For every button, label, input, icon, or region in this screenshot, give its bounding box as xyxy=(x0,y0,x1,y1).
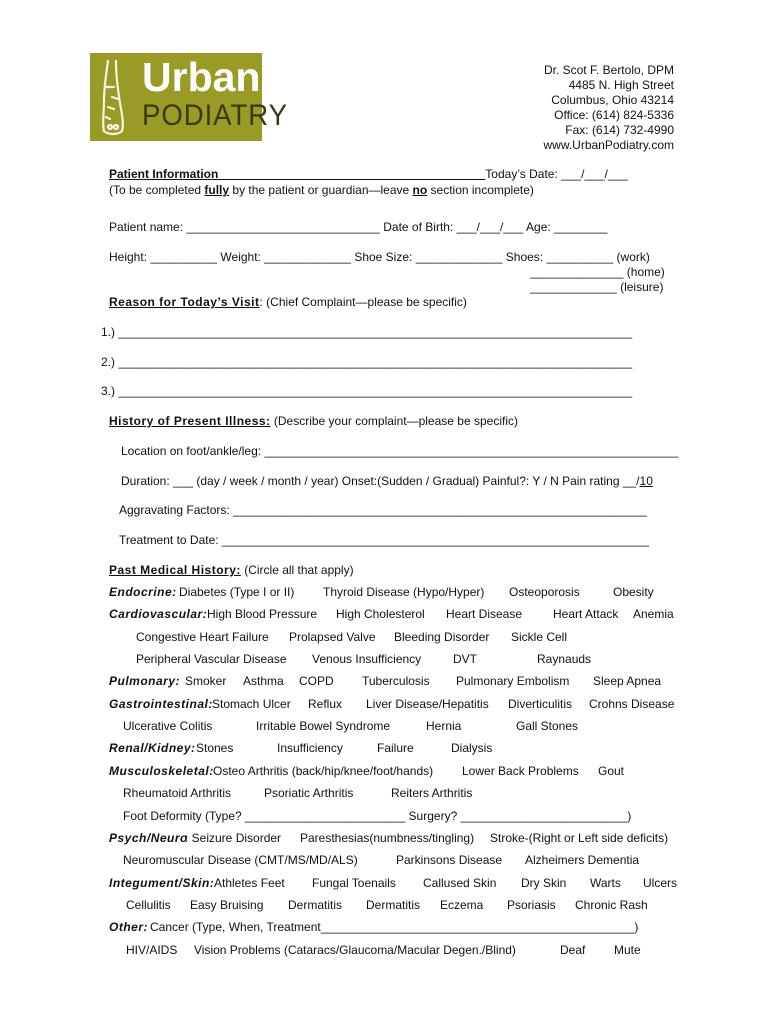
pmh-condition-option[interactable]: Deaf xyxy=(560,943,586,957)
pmh-condition-option[interactable]: Venous Insufficiency xyxy=(312,652,422,666)
pmh-category-label: Psych/Neuro xyxy=(109,831,188,845)
pmh-condition-option[interactable]: Peripheral Vascular Disease xyxy=(136,652,287,666)
pmh-condition-option[interactable]: Parkinsons Disease xyxy=(396,853,503,867)
duration-text: Duration: ___ (day / week / month / year) Onset:(Sudden / Gradual) Painful?: Y / N Pain rating __/ xyxy=(121,474,640,488)
note-text: (To be completed xyxy=(109,183,205,197)
pmh-category-label: Other: xyxy=(109,920,148,934)
city-state-zip: Columbus, Ohio 43214 xyxy=(551,93,674,107)
pain-scale-max: 10 xyxy=(639,474,653,488)
pmh-condition-option[interactable]: Osteoporosis xyxy=(509,585,580,599)
logo-text-urban: Urban xyxy=(142,54,261,100)
shoes-leisure-field[interactable]: _____________ (leisure) xyxy=(530,280,664,294)
note-text-mid: by the patient or guardian—leave xyxy=(229,183,413,197)
doctor-name: Dr. Scot F. Bertolo, DPM xyxy=(543,63,674,77)
duration-onset-pain-field[interactable] xyxy=(121,474,653,489)
pmh-condition-option[interactable]: Sleep Apnea xyxy=(593,674,662,688)
height-weight-shoe-field[interactable]: Height: __________ Weight: _____________ Shoe Size: _____________ Shoes: __________ (work) xyxy=(109,250,650,264)
pmh-condition-option[interactable]: Hernia xyxy=(426,719,462,733)
pmh-condition-option[interactable]: Sickle Cell xyxy=(511,630,568,644)
pmh-condition-option[interactable]: Raynauds xyxy=(537,652,592,666)
practice-address xyxy=(544,63,675,153)
pmh-condition-option[interactable]: Heart Attack xyxy=(553,607,619,621)
street-address: 4485 N. High Street xyxy=(568,78,674,92)
complaint-line-3[interactable]: 3.) _____________________________________________________________________________ xyxy=(101,384,633,398)
pmh-condition-option[interactable]: Easy Bruising xyxy=(190,898,264,912)
pmh-condition-option[interactable]: Warts xyxy=(590,876,621,890)
pmh-condition-option[interactable]: Psoriasis xyxy=(507,898,556,912)
pmh-condition-option[interactable]: Athletes Feet xyxy=(214,876,285,890)
pmh-condition-option[interactable]: Dermatitis xyxy=(288,898,343,912)
pmh-condition-option[interactable]: COPD xyxy=(299,674,334,688)
pmh-condition-option[interactable]: Paresthesias(numbness/tingling) xyxy=(300,831,475,845)
pmh-condition-option[interactable]: Mute xyxy=(614,943,641,957)
pmh-condition-option[interactable]: Heart Disease xyxy=(446,607,523,621)
complaint-line-2[interactable]: 2.) _____________________________________________________________________________ xyxy=(101,355,633,369)
note-text-end: section incomplete) xyxy=(427,183,534,197)
pmh-condition-option[interactable]: Reiters Arthritis xyxy=(391,786,473,800)
pmh-condition-option[interactable]: Prolapsed Valve xyxy=(289,630,376,644)
pmh-condition-option[interactable]: Psoriatic Arthritis xyxy=(264,786,354,800)
pmh-heading: Past Medical History: xyxy=(109,563,241,577)
pmh-condition-option[interactable]: Dialysis xyxy=(451,741,493,755)
pmh-condition-option[interactable]: Osteo Arthritis (back/hip/knee/foot/hands) xyxy=(213,764,434,778)
patient-info-heading-line: ________________________________________ xyxy=(218,167,486,181)
pmh-condition-option[interactable]: Dermatitis xyxy=(366,898,421,912)
pmh-condition-option[interactable]: Alzheimers Dementia xyxy=(525,853,640,867)
pmh-condition-option[interactable]: Diabetes (Type I or II) xyxy=(179,585,295,599)
pmh-instructions: (Circle all that apply) xyxy=(240,563,354,577)
complaint-line-1[interactable]: 1.) _____________________________________________________________________________ xyxy=(101,325,633,339)
note-emphasis-fully: fully xyxy=(204,183,230,197)
pmh-category-label: Gastrointestinal: xyxy=(109,697,213,711)
foot-skeleton-icon xyxy=(92,57,136,137)
urban-podiatry-logo xyxy=(90,53,288,141)
pmh-condition-option[interactable]: Callused Skin xyxy=(423,876,497,890)
pmh-condition-option[interactable]: Bleeding Disorder xyxy=(394,630,490,644)
completion-note xyxy=(109,183,534,198)
pmh-condition-option[interactable]: Gout xyxy=(598,764,625,778)
note-emphasis-no: no xyxy=(412,183,428,197)
pmh-condition-option[interactable]: Crohns Disease xyxy=(589,697,675,711)
pmh-condition-option[interactable]: HIV/AIDS xyxy=(126,943,178,957)
pmh-condition-option[interactable]: Smoker xyxy=(185,674,227,688)
pmh-condition-option[interactable]: Fungal Toenails xyxy=(312,876,396,890)
pmh-condition-option[interactable]: Ulcers xyxy=(643,876,678,890)
pmh-category-label: Renal/Kidney: xyxy=(109,741,196,755)
pmh-condition-option[interactable]: Failure xyxy=(377,741,414,755)
pmh-condition-option[interactable]: Tuberculosis xyxy=(362,674,430,688)
pmh-condition-option[interactable]: : Seizure Disorder xyxy=(185,831,282,845)
pmh-condition-option[interactable]: Congestive Heart Failure xyxy=(136,630,269,644)
pmh-condition-option[interactable]: High Blood Pressure xyxy=(207,607,318,621)
pmh-condition-option[interactable]: Anemia xyxy=(633,607,674,621)
pmh-category-label: Endocrine: xyxy=(109,585,177,599)
pmh-header xyxy=(109,563,354,578)
pmh-condition-option[interactable]: Rheumatoid Arthritis xyxy=(123,786,232,800)
patient-info-header xyxy=(109,167,628,182)
pmh-condition-option[interactable]: Liver Disease/Hepatitis xyxy=(366,697,489,711)
aggravating-factors-field[interactable]: Aggravating Factors: ______________________________________________________________ xyxy=(119,503,647,517)
pmh-condition-option[interactable]: Thyroid Disease (Hypo/Hyper) xyxy=(323,585,485,599)
pmh-condition-option[interactable]: Irritable Bowel Syndrome xyxy=(256,719,391,733)
pmh-condition-option[interactable]: Neuromuscular Disease (CMT/MS/MD/ALS) xyxy=(123,853,358,867)
reason-heading: Reason for Today’s Visit xyxy=(109,295,260,309)
pmh-condition-option[interactable]: DVT xyxy=(453,652,477,666)
logo-text-podiatry: PODIATRY xyxy=(142,99,288,132)
location-field[interactable]: Location on foot/ankle/leg: ______________________________________________________________ xyxy=(121,444,679,458)
pmh-condition-option[interactable]: Diverticulitis xyxy=(508,697,573,711)
pmh-condition-option[interactable]: Pulmonary Embolism xyxy=(456,674,570,688)
pmh-condition-option[interactable]: Asthma xyxy=(243,674,284,688)
pmh-condition-option[interactable]: Stones xyxy=(196,741,234,755)
pmh-condition-option[interactable]: Chronic Rash xyxy=(575,898,648,912)
pmh-condition-option[interactable]: Eczema xyxy=(440,898,484,912)
pmh-condition-option[interactable]: Gall Stones xyxy=(516,719,579,733)
reason-instructions: : (Chief Complaint—please be specific) xyxy=(259,295,467,309)
pmh-condition-option[interactable]: High Cholesterol xyxy=(336,607,425,621)
hpi-header xyxy=(109,414,518,429)
hpi-heading: History of Present Illness: xyxy=(109,414,271,428)
pmh-condition-option[interactable]: Ulcerative Colitis xyxy=(123,719,213,733)
office-phone: Office: (614) 824-5336 xyxy=(554,108,674,122)
pmh-category-label: Musculoskeletal: xyxy=(109,764,214,778)
patient-name-dob-age-field[interactable]: Patient name: _____________________________ Date of Birth: ___/___/___ Age: ________ xyxy=(109,220,608,234)
shoes-home-field[interactable]: ______________ (home) xyxy=(530,265,665,279)
pmh-condition-option[interactable]: Stroke-(Right or Left side deficits) xyxy=(490,831,669,845)
pmh-condition-option[interactable]: Lower Back Problems xyxy=(462,764,579,778)
patient-info-heading: Patient Information xyxy=(109,167,219,181)
pmh-condition-option[interactable]: Foot Deformity (Type? ________________________ Surgery? _________________________) xyxy=(123,809,632,823)
pmh-condition-option[interactable]: Cellulitis xyxy=(126,898,171,912)
treatment-to-date-field[interactable]: Treatment to Date: ________________________________________________________________ xyxy=(119,533,650,547)
pmh-condition-option[interactable]: Obesity xyxy=(613,585,654,599)
reason-for-visit-header xyxy=(109,295,467,310)
pmh-category-label: Pulmonary: xyxy=(109,674,181,688)
pmh-condition-option[interactable]: Dry Skin xyxy=(521,876,567,890)
pmh-category-label: Cardiovascular: xyxy=(109,607,208,621)
pmh-category-label: Integument/Skin: xyxy=(109,876,215,890)
pmh-condition-option[interactable]: Vision Problems (Cataracs/Glaucoma/Macular Degen./Blind) xyxy=(194,943,516,957)
pmh-condition-option[interactable]: Insufficiency xyxy=(277,741,343,755)
website: www.UrbanPodiatry.com xyxy=(543,138,674,152)
pmh-condition-option[interactable]: Cancer (Type, When, Treatment_______________________________________________) xyxy=(150,920,639,934)
hpi-instructions: (Describe your complaint—please be specific) xyxy=(270,414,518,428)
fax-number: Fax: (614) 732-4990 xyxy=(565,123,674,137)
todays-date-field[interactable]: Today’s Date: ___/___/___ xyxy=(485,167,628,181)
pmh-condition-option[interactable]: Reflux xyxy=(308,697,343,711)
pmh-condition-option[interactable]: Stomach Ulcer xyxy=(212,697,291,711)
